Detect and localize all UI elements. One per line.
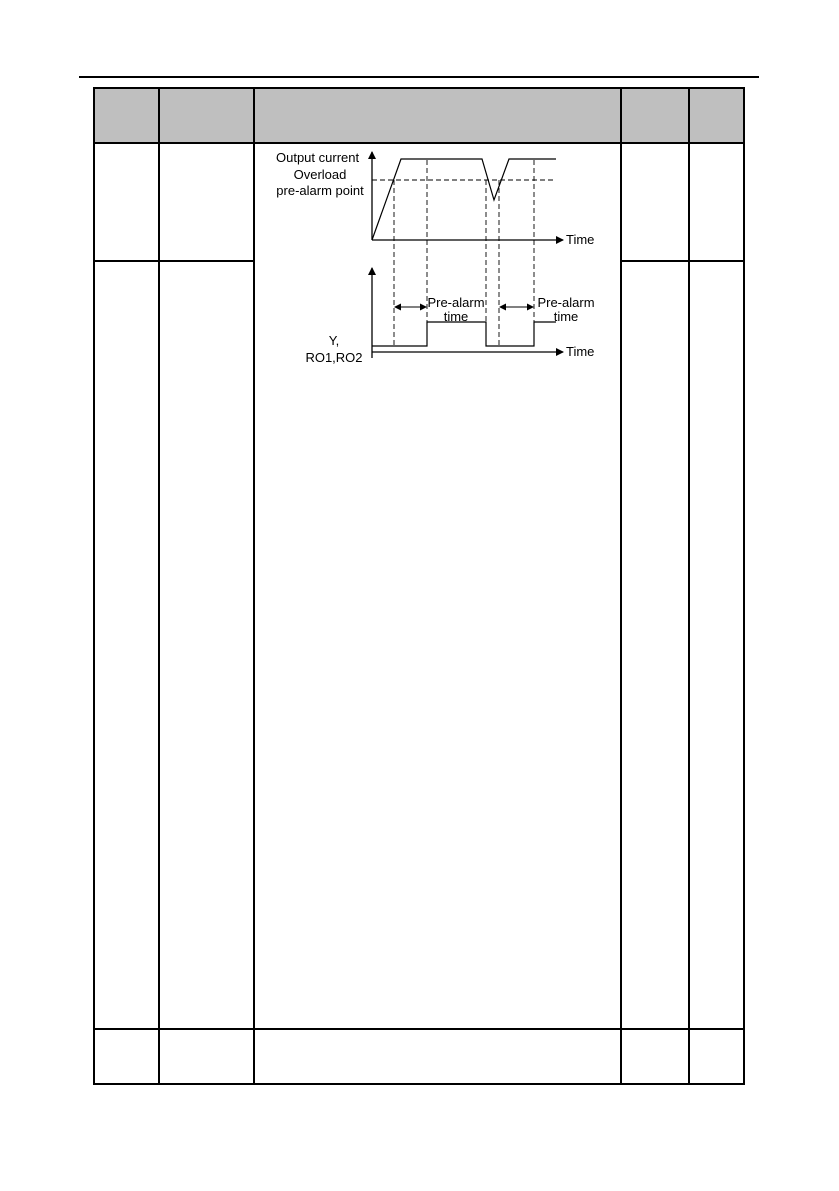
- column-divider-4: [688, 87, 690, 1085]
- output-current-curve: [372, 159, 556, 240]
- column-divider-1: [158, 87, 160, 1085]
- row-1-right-bottom: [620, 260, 745, 262]
- lower-time-label: Time: [566, 344, 595, 359]
- prealarm-1-label-line2: time: [443, 309, 469, 324]
- table-header-row: [93, 87, 745, 143]
- upper-axis-label: Output current: [276, 150, 360, 165]
- column-divider-2: [253, 87, 255, 1085]
- prealarm-2-label-line2: time: [553, 309, 579, 324]
- table-border-left: [93, 87, 95, 1085]
- lower-axis-label-line1: Y,: [328, 333, 340, 348]
- table-border-right: [743, 87, 745, 1085]
- threshold-label-line2: pre-alarm point: [276, 183, 364, 198]
- output-signal-waveform: [372, 322, 556, 346]
- prealarm-2-label-line1: Pre-alarm: [537, 295, 595, 310]
- page-header-rule: [79, 76, 759, 78]
- table-border-bottom: [93, 1083, 745, 1085]
- upper-time-label: Time: [566, 232, 595, 247]
- prealarm-1-label-line1: Pre-alarm: [427, 295, 485, 310]
- overload-prealarm-timing-diagram: [260, 140, 620, 375]
- row-1-left-bottom: [93, 260, 255, 262]
- threshold-label-line1: Overload: [293, 167, 347, 182]
- row-2-bottom: [93, 1028, 745, 1030]
- table-border-top: [93, 87, 745, 89]
- lower-axis-label-line2: RO1,RO2: [305, 350, 363, 365]
- column-divider-3: [620, 87, 622, 1085]
